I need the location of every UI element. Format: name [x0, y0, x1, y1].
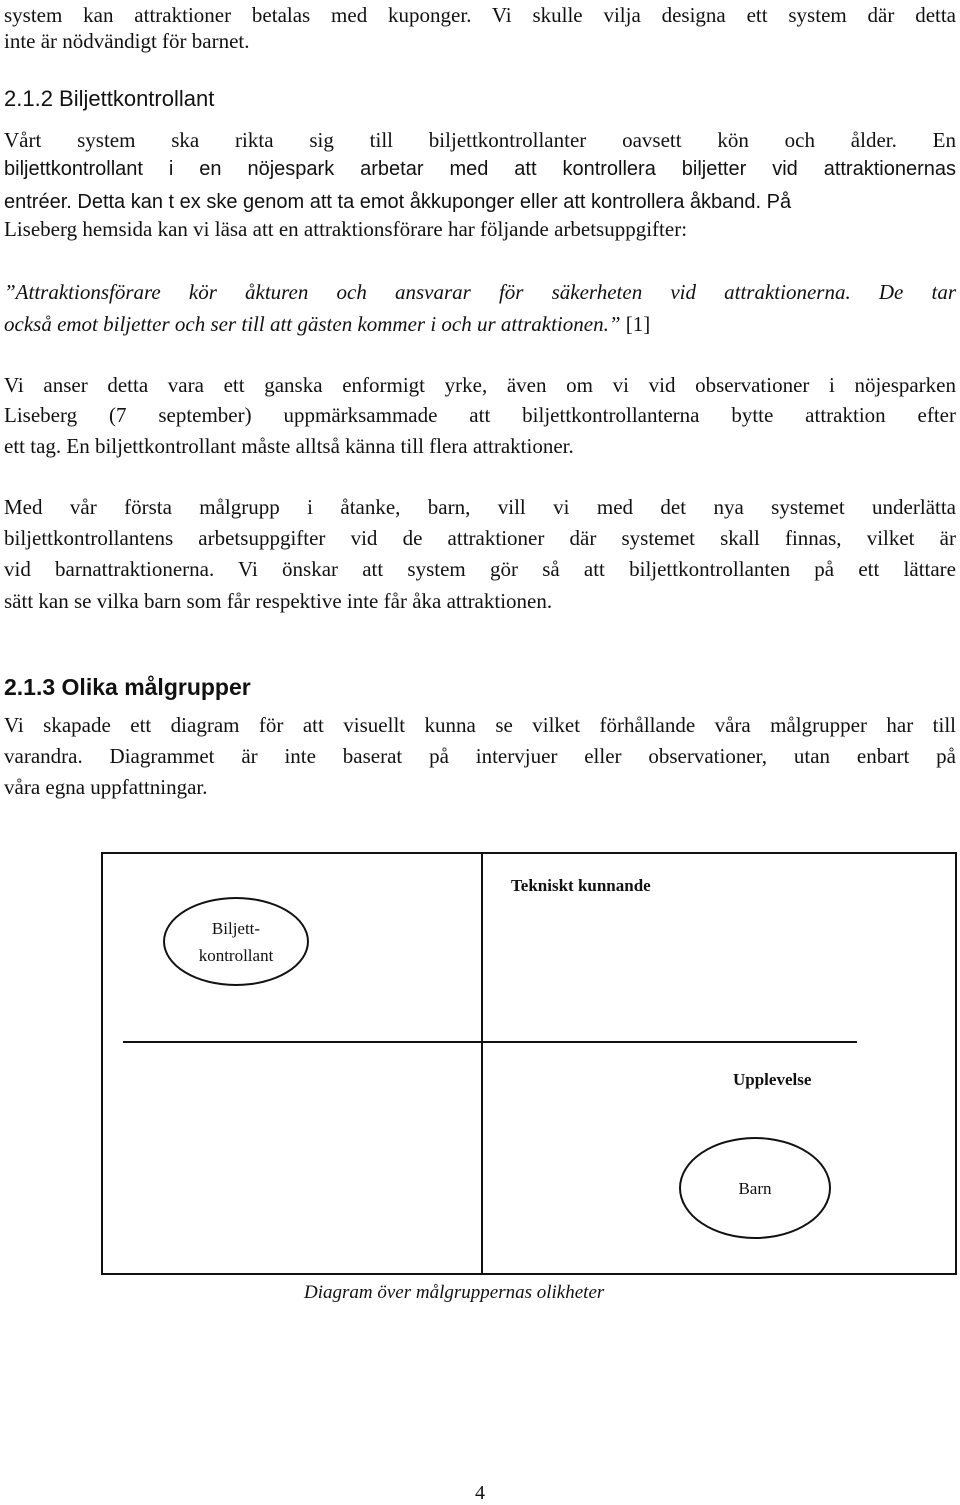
quote-line-2 [4, 311, 956, 337]
horizontal-axis [123, 1041, 857, 1043]
page-number: 4 [475, 1482, 485, 1504]
section-212-p3-line-2: biljettkontrollantens arbetsuppgifter vid de attraktioner där systemet skall finnas, vilket är [4, 526, 956, 550]
ticket-inspector-label [199, 915, 274, 969]
section-212-p1-line-2: biljettkontrollant i en nöjespark arbetar med att kontrollera biljetter vid attraktionernas [4, 158, 956, 180]
ticket-inspector-ellipse [163, 897, 309, 986]
section-212-p2-line-2: Liseberg (7 september) uppmärksammade att biljettkontrollanterna bytte attraktion efter [4, 403, 956, 427]
children-label: Barn [738, 1178, 772, 1198]
horizontal-axis-label: Upplevelse [733, 1070, 812, 1089]
children-ellipse [679, 1137, 831, 1239]
section-213-heading: 2.1.3 Olika målgrupper [4, 674, 251, 700]
section-213-line-2: varandra. Diagrammet är inte baserat på intervjuer eller observationer, utan enbart på [4, 744, 956, 768]
ticket-inspector-label-line-1: Biljett- [211, 918, 261, 938]
section-212-p3-line-3: vid barnattraktionerna. Vi önskar att system gör så att biljettkontrollanten på ett lättare [4, 557, 956, 581]
section-212-p1-line-3: entréer. Detta kan t ex ske genom att ta emot åkkuponger eller att kontrollera åkband. På [4, 191, 792, 213]
section-212-p3-line-4: sätt kan se vilka barn som får respektive inte får åka attraktionen. [4, 589, 553, 613]
top-paragraph-line-2: inte är nödvändigt för barnet. [4, 29, 250, 53]
section-212-p3-line-1: Med vår första målgrupp i åtanke, barn, vill vi med det nya systemet underlätta [4, 495, 956, 519]
section-212-p2-line-1: Vi anser detta vara ett ganska enformigt yrke, även om vi vid observationer i nöjesparken [4, 373, 956, 397]
section-213-line-1: Vi skapade ett diagram för att visuellt kunna se vilket förhållande våra målgrupper har till [4, 713, 956, 737]
top-paragraph-line-1: system kan attraktioner betalas med kuponger. Vi skulle vilja designa ett system där detta [4, 3, 956, 27]
section-212-heading: 2.1.2 Biljettkontrollant [4, 86, 215, 111]
vertical-axis-label: Tekniskt kunnande [511, 876, 651, 895]
target-group-diagram [101, 852, 957, 1275]
section-212-p1-line-4: Liseberg hemsida kan vi läsa att en attraktionsförare har följande arbetsuppgifter: [4, 217, 688, 241]
section-212-p2-line-3: ett tag. En biljettkontrollant måste alltså känna till flera attraktioner. [4, 434, 574, 458]
diagram-caption: Diagram över målgruppernas olikheter [304, 1282, 605, 1303]
vertical-axis [481, 854, 483, 1273]
ticket-inspector-label-line-2: kontrollant [198, 945, 274, 965]
section-212-p1-line-1: Vårt system ska rikta sig till biljettkontrollanter oavsett kön och ålder. En [4, 128, 956, 152]
section-213-line-3: våra egna uppfattningar. [4, 775, 208, 799]
reference-marker: [1] [620, 312, 651, 336]
quote-line-2-text: också emot biljetter och ser till att gästen kommer i och ur attraktionen.” [4, 312, 621, 336]
quote-line-1: ”Attraktionsförare kör åkturen och ansvarar för säkerheten vid attraktionerna. De tar [4, 280, 956, 304]
